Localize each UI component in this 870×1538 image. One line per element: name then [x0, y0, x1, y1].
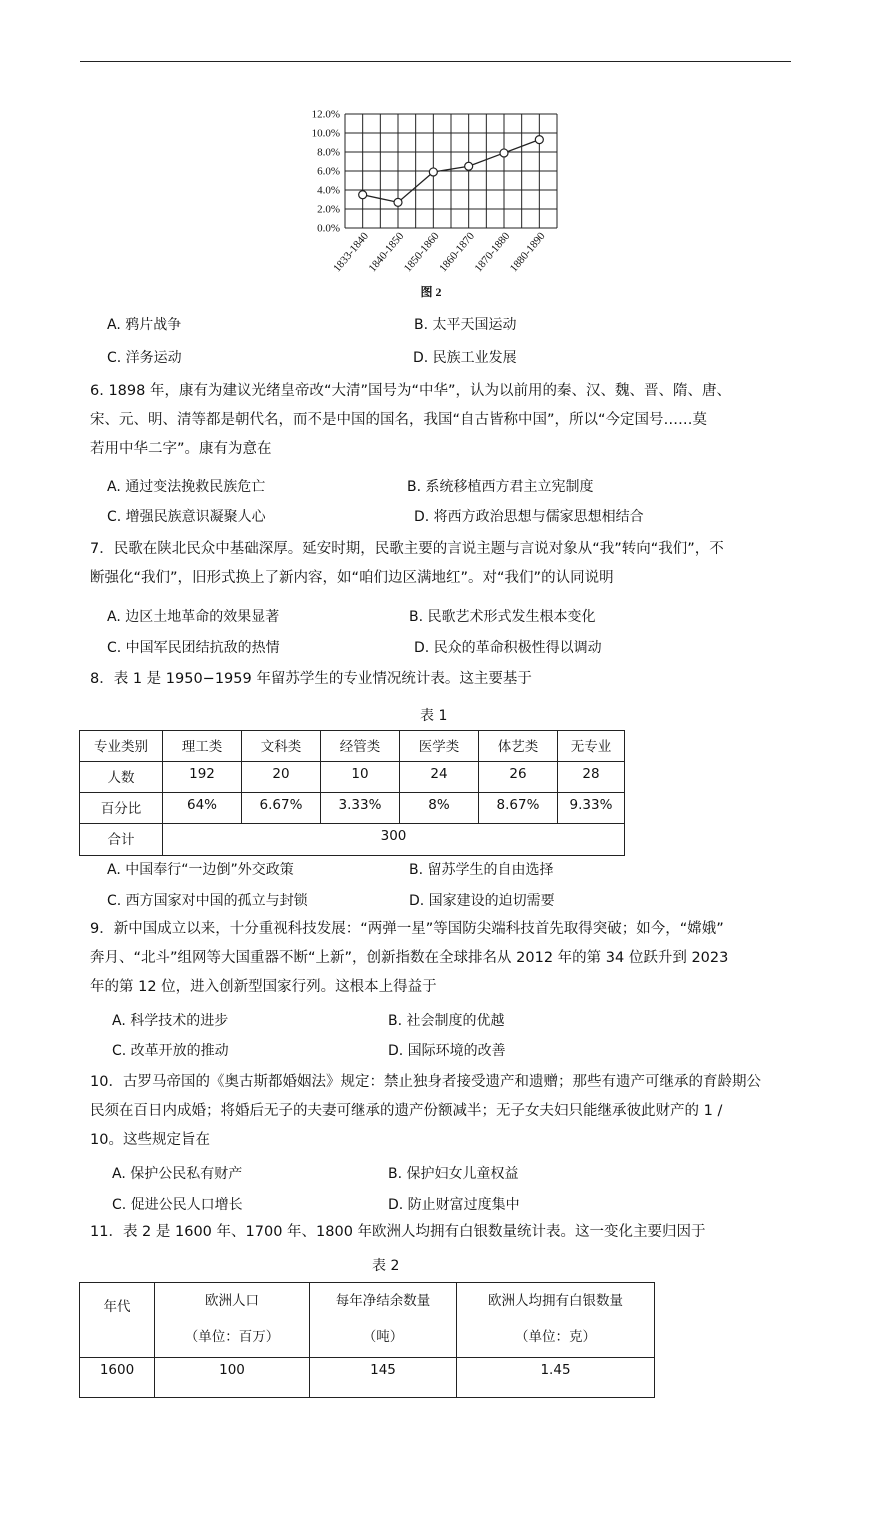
table2-header-unit: （单位：克） — [515, 1329, 596, 1345]
table1-title: 表 1 — [420, 708, 448, 724]
table2-header-label: 每年净结余数量 — [335, 1293, 431, 1309]
y-tick-label: 2.0% — [317, 203, 340, 216]
q10-option-d[interactable]: D. 防止财富过度集中 — [388, 1197, 520, 1213]
q11-line: 11．表 2 是 1600 年、1700 年、1800 年欧洲人均拥有白银数量统计表。这一变化主要归因于 — [90, 1224, 706, 1240]
q9-option-d[interactable]: D. 国际环境的改善 — [388, 1043, 506, 1059]
q9-line: 年的第 12 位，进入创新型国家行列。这根本上得益于 — [90, 979, 437, 995]
table1-cell: 百分比 — [80, 793, 163, 824]
q11-stem — [90, 1218, 790, 1247]
q9-option-c[interactable]: C. 改革开放的推动 — [112, 1043, 229, 1059]
x-tick-label: 1840-1850 — [366, 230, 407, 275]
y-tick-label: 10.0% — [311, 127, 340, 140]
q10-option-b[interactable]: B. 保护妇女儿童权益 — [388, 1166, 519, 1182]
table1-cell: 体艺类 — [479, 731, 558, 762]
table2 — [79, 1282, 655, 1398]
q8-option-c[interactable]: C. 西方国家对中国的孤立与封锁 — [107, 893, 308, 909]
y-tick-label: 12.0% — [311, 108, 340, 121]
q7-option-c[interactable]: C. 中国军民团结抗敌的热情 — [107, 640, 280, 656]
q10-line: 10．古罗马帝国的《奥古斯都婚姻法》规定：禁止独身者接受遗产和遗赠；那些有遗产可继承的育龄期公 — [90, 1074, 761, 1090]
q7-option-b[interactable]: B. 民歌艺术形式发生根本变化 — [409, 609, 596, 625]
table1-cell: 8.67% — [479, 793, 558, 824]
table1-cell: 合计 — [80, 824, 163, 856]
q10-line: 民须在百日内成婚；将婚后无子的夫妻可继承的遗产份额减半；无子女夫妇只能继承彼此财产的 1 / — [90, 1103, 723, 1119]
q6-option-a[interactable]: A. 通过变法挽救民族危亡 — [107, 479, 266, 495]
table1-cell: 8% — [400, 793, 479, 824]
table1-total: 300 — [163, 824, 625, 856]
table2-cell: 1600 — [80, 1358, 155, 1398]
q5-option-a[interactable]: A. 鸦片战争 — [107, 317, 182, 333]
q6-line: 若用中华二字”。康有为意在 — [90, 441, 272, 457]
line-chart — [300, 100, 590, 300]
table2-cell — [155, 1283, 310, 1358]
table-row — [80, 824, 625, 856]
q8-option-a[interactable]: A. 中国奉行“一边倒”外交政策 — [107, 862, 294, 878]
table1-cell: 26 — [479, 762, 558, 793]
q6-option-c[interactable]: C. 增强民族意识凝聚人心 — [107, 509, 266, 525]
table2-cell — [310, 1283, 457, 1358]
q5-option-d[interactable]: D. 民族工业发展 — [413, 350, 517, 366]
q9-line: 9．新中国成立以来，十分重视科技发展：“两弹一星”等国防尖端科技首先取得突破；如今，“嫦娥” — [90, 921, 724, 937]
q10-option-a[interactable]: A. 保护公民私有财产 — [112, 1166, 243, 1182]
chart-caption: 图 2 — [420, 285, 442, 299]
q8-option-d[interactable]: D. 国家建设的迫切需要 — [409, 893, 555, 909]
q6-option-d[interactable]: D. 将西方政治思想与儒家思想相结合 — [414, 509, 644, 525]
q6-option-b[interactable]: B. 系统移植西方君主立宪制度 — [407, 479, 594, 495]
q7-line: 断强化“我们”，旧形式换上了新内容，如“咱们边区满地红”。对“我们”的认同说明 — [90, 570, 614, 586]
x-tick-label: 1833-1840 — [331, 230, 371, 275]
q7-line: 7．民歌在陕北民众中基础深厚。延安时期，民歌主要的言说主题与言说对象从“我”转向“我们”，不 — [90, 541, 724, 557]
table1-header-row — [80, 731, 625, 762]
table2-cell: 145 — [310, 1358, 457, 1398]
table1-cell: 20 — [242, 762, 321, 793]
table2-cell: 100 — [155, 1358, 310, 1398]
q9-option-b[interactable]: B. 社会制度的优越 — [388, 1013, 505, 1029]
table2-header-unit: （吨） — [362, 1329, 404, 1345]
x-tick-label: 1880-1890 — [507, 230, 548, 275]
q9-line: 奔月、“北斗”组网等大国重器不断“上新”，创新指数在全球排名从 2012 年的第 34 位跃升到 2023 — [90, 950, 729, 966]
table-row — [80, 762, 625, 793]
table1-cell: 10 — [321, 762, 400, 793]
y-tick-label: 8.0% — [317, 146, 340, 159]
y-tick-label: 0.0% — [317, 222, 340, 235]
q9-option-a[interactable]: A. 科学技术的进步 — [112, 1013, 229, 1029]
table2-header-unit: （单位：百万） — [184, 1329, 280, 1345]
q5-option-c[interactable]: C. 洋务运动 — [107, 350, 182, 366]
data-point — [535, 136, 543, 144]
table2-cell: 年代 — [80, 1283, 155, 1358]
table2-cell: 1.45 — [457, 1358, 655, 1398]
table1-cell: 理工类 — [163, 731, 242, 762]
q6-line: 6. 1898 年，康有为建议光绪皇帝改“大清”国号为“中华”，认为以前用的秦、汉、魏、晋、隋、唐、 — [90, 383, 731, 399]
table1-cell: 24 — [400, 762, 479, 793]
table1-cell: 6.67% — [242, 793, 321, 824]
q8-line: 8．表 1 是 1950−1959 年留苏学生的专业情况统计表。这主要基于 — [90, 671, 532, 687]
x-tick-label: 1870-1880 — [472, 230, 513, 275]
y-tick-label: 6.0% — [317, 165, 340, 178]
q9-stem — [90, 915, 790, 1002]
table1-cell: 人数 — [80, 762, 163, 793]
table2-header-label: 欧洲人口 — [205, 1293, 259, 1309]
q8-option-b[interactable]: B. 留苏学生的自由选择 — [409, 862, 554, 878]
table1-cell: 医学类 — [400, 731, 479, 762]
table2-header-label: 欧洲人均拥有白银数量 — [488, 1293, 623, 1309]
table1-cell: 9.33% — [558, 793, 625, 824]
data-point — [465, 162, 473, 170]
table1-cell: 专业类别 — [80, 731, 163, 762]
table1 — [79, 730, 625, 856]
table2-header-row — [80, 1283, 655, 1358]
table2-title: 表 2 — [372, 1258, 400, 1274]
q7-option-d[interactable]: D. 民众的革命积极性得以调动 — [414, 640, 602, 656]
q8-stem — [90, 665, 790, 694]
q7-stem — [90, 535, 790, 593]
table-row — [80, 793, 625, 824]
table1-cell: 64% — [163, 793, 242, 824]
table-row — [80, 1358, 655, 1398]
data-point — [394, 198, 402, 206]
q10-line: 10。这些规定旨在 — [90, 1132, 210, 1148]
q10-stem — [90, 1068, 790, 1155]
q5-option-b[interactable]: B. 太平天国运动 — [414, 317, 517, 333]
data-point — [429, 168, 437, 176]
q6-line: 宋、元、明、清等都是朝代名，而不是中国的国名，我国“自古皆称中国”，所以“今定国号……莫 — [90, 412, 708, 428]
table1-cell: 28 — [558, 762, 625, 793]
q10-option-c[interactable]: C. 促进公民人口增长 — [112, 1197, 243, 1213]
table2-cell — [457, 1283, 655, 1358]
x-tick-label: 1860-1870 — [437, 230, 477, 275]
table1-cell: 3.33% — [321, 793, 400, 824]
header-rule — [80, 61, 791, 62]
q7-option-a[interactable]: A. 边区土地革命的效果显著 — [107, 609, 280, 625]
table1-cell: 192 — [163, 762, 242, 793]
q6-stem — [90, 377, 790, 464]
table1-cell: 经管类 — [321, 731, 400, 762]
y-tick-label: 4.0% — [317, 184, 340, 197]
data-point — [359, 191, 367, 199]
data-point — [500, 149, 508, 157]
table1-cell: 无专业 — [558, 731, 625, 762]
x-tick-label: 1850-1860 — [401, 230, 442, 275]
table1-cell: 文科类 — [242, 731, 321, 762]
